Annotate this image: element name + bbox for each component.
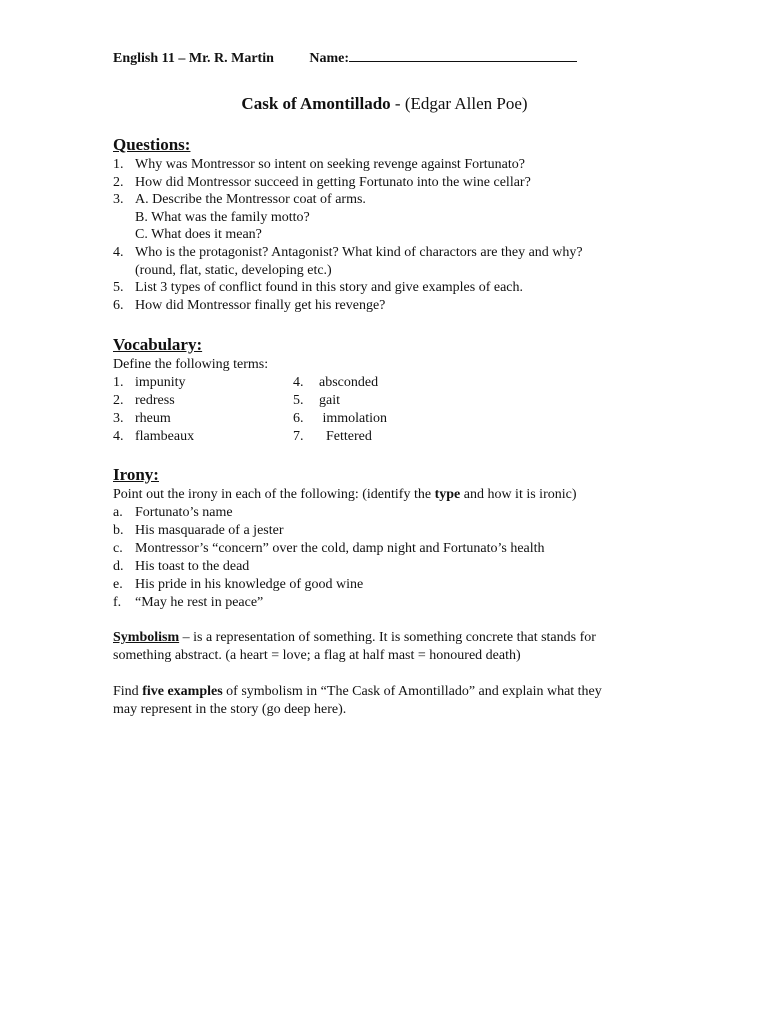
questions-list	[113, 156, 673, 314]
list-item: 2. How did Montressor succeed in getting Fortunato into the wine cellar?	[113, 174, 531, 190]
course-label: English 11 – Mr. R. Martin	[113, 51, 274, 66]
name-blank-line	[349, 49, 577, 62]
vocab-row: 3. rheum 6. immolation	[113, 411, 388, 426]
vocab-row: 4. flambeaux 7. Fettered	[113, 429, 372, 444]
list-item: 1. Why was Montressor so intent on seeking revenge against Fortunato?	[113, 157, 525, 172]
list-item: C. What does it mean?	[135, 227, 262, 243]
list-item: 5. List 3 types of conflict found in this story and give examples of each.	[113, 280, 524, 296]
list-item: B. What was the family motto?	[135, 209, 310, 225]
list-item: a. Fortunato’s name	[113, 505, 233, 520]
worksheet-header	[113, 49, 577, 67]
symbolism-task: Find five examples of symbolism in “The Cask of Amontillado” and explain what they may represent in the story (go deep here).	[113, 684, 602, 717]
name-label: Name:	[309, 51, 350, 66]
worksheet-title	[113, 94, 656, 114]
list-item: e. His pride in his knowledge of good wine	[113, 577, 364, 592]
symbolism-term: Symbolism	[113, 630, 180, 645]
questions-heading: Questions:	[113, 135, 191, 154]
list-item: 3. A. Describe the Montressor coat of arms.	[113, 192, 366, 208]
title-author: - (Edgar Allen Poe)	[390, 94, 528, 113]
list-item: f. “May he rest in peace”	[113, 595, 264, 610]
list-item: d. His toast to the dead	[113, 559, 250, 574]
vocab-row: 1. impunity 4. absconded	[113, 375, 379, 390]
list-item: c. Montressor’s “concern” over the cold, damp night and Fortunato’s health	[113, 541, 545, 556]
list-item: 6. How did Montressor finally get his revenge?	[113, 297, 386, 313]
irony-block	[113, 486, 673, 612]
vocabulary-intro: Define the following terms:	[113, 357, 269, 372]
vocabulary-block	[113, 356, 673, 446]
vocabulary-heading: Vocabulary:	[113, 335, 203, 354]
title-story: Cask of Amontillado	[241, 94, 391, 113]
list-item: 4. Who is the protagonist? Antagonist? What kind of charactors are they and why?	[113, 244, 583, 260]
list-item: (round, flat, static, developing etc.)	[135, 262, 332, 278]
irony-intro: Point out the irony in each of the following: (identify the type and how it is ironic)	[113, 487, 577, 502]
irony-heading: Irony:	[113, 465, 159, 484]
vocab-row: 2. redress 5. gait	[113, 393, 340, 408]
list-item: b. His masquarade of a jester	[113, 523, 284, 538]
symbolism-definition: Symbolism – is a representation of something. It is something concrete that stands for something abstract. (a heart = love; a flag at half mast = honoured death)	[113, 630, 596, 663]
